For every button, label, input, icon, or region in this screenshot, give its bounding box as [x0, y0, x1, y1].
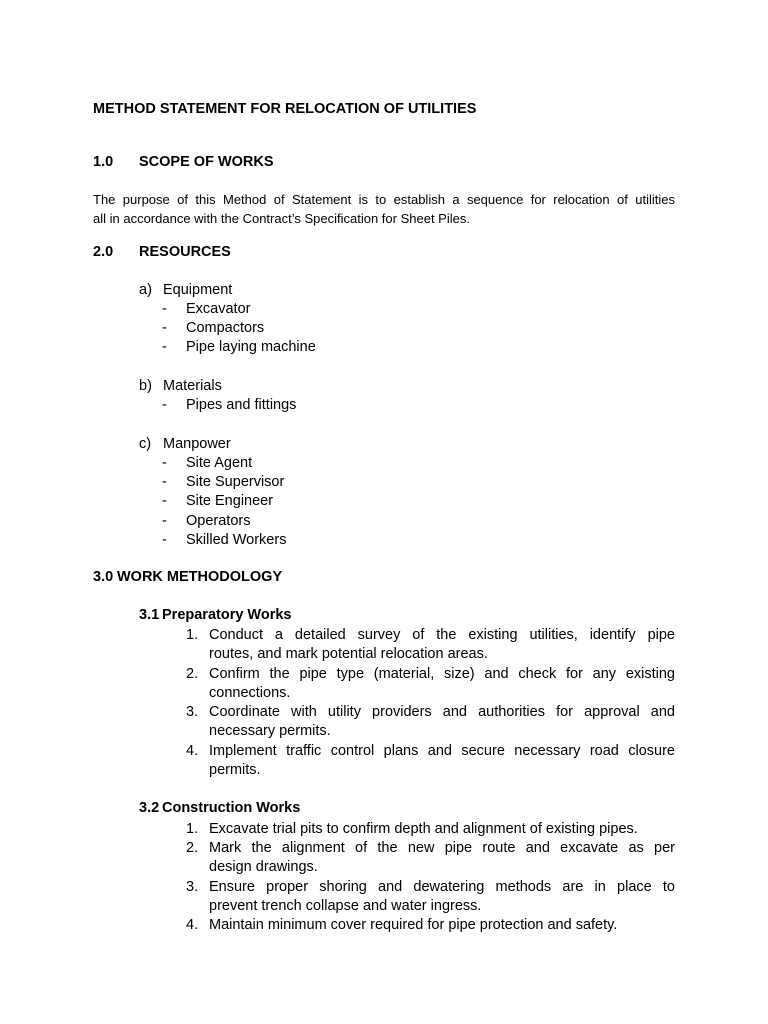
dash-bullet: -	[162, 320, 167, 336]
item-line: Mark the alignment of the new pipe route and excavate as per	[209, 840, 675, 856]
item-line: Maintain minimum cover required for pipe protection and safety.	[209, 917, 618, 933]
list-item	[162, 301, 462, 321]
list-item-text: Pipe laying machine	[186, 339, 316, 355]
section-1-title: SCOPE OF WORKS	[139, 154, 274, 170]
list-item	[186, 839, 675, 878]
resource-group-materials: Materials	[163, 378, 222, 394]
list-item-text: Excavator	[186, 301, 251, 317]
section-3-heading	[93, 569, 393, 589]
item-number: 1.	[186, 627, 199, 643]
list-item	[186, 665, 675, 704]
item-number: 2.	[186, 666, 199, 682]
section-3-number: 3.0	[93, 569, 114, 585]
subsection-3-2-number: 3.2	[139, 800, 160, 816]
section-2-number: 2.0	[93, 244, 114, 260]
dash-bullet: -	[162, 397, 167, 413]
list-item	[162, 320, 462, 340]
list-item	[162, 474, 462, 494]
dash-bullet: -	[162, 474, 167, 490]
list-item	[186, 626, 675, 665]
list-item-text: Compactors	[186, 320, 265, 336]
resource-group-label: a)	[139, 282, 152, 298]
item-line: connections.	[209, 685, 291, 702]
item-line: routes, and mark potential relocation areas.	[209, 646, 488, 663]
list-item	[186, 742, 675, 781]
item-number: 1.	[186, 821, 199, 837]
item-line: Implement traffic control plans and secure necessary road closure	[209, 743, 675, 759]
subsection-3-1-number: 3.1	[139, 607, 160, 623]
item-number: 3.	[186, 704, 199, 720]
list-item-text: Site Engineer	[186, 493, 274, 509]
list-item	[162, 455, 462, 475]
list-item-text: Pipes and fittings	[186, 397, 297, 413]
dash-bullet: -	[162, 339, 167, 355]
list-item	[162, 339, 462, 359]
scope-line-1: The purpose of this Method of Statement is to establish a sequence for relocation of utilities	[93, 192, 675, 207]
dash-bullet: -	[162, 532, 167, 548]
list-item	[186, 878, 675, 917]
section-1-heading	[93, 154, 393, 174]
list-item	[162, 513, 462, 533]
section-1-number: 1.0	[93, 154, 114, 170]
list-item-text: Operators	[186, 513, 251, 529]
item-number: 4.	[186, 917, 199, 933]
subsection-3-1-title: Preparatory Works	[162, 607, 292, 623]
resource-group-manpower: Manpower	[163, 436, 231, 452]
list-item-text: Skilled Workers	[186, 532, 287, 548]
resource-group-label: b)	[139, 378, 152, 394]
item-line: permits.	[209, 762, 261, 779]
item-number: 3.	[186, 879, 199, 895]
list-item	[186, 916, 675, 936]
item-line: prevent trench collapse and water ingress.	[209, 898, 482, 915]
dash-bullet: -	[162, 301, 167, 317]
list-item	[162, 493, 462, 513]
list-item	[186, 820, 675, 840]
document-title: METHOD STATEMENT FOR RELOCATION OF UTILITIES	[93, 101, 477, 117]
list-item	[162, 532, 462, 552]
item-line: Excavate trial pits to confirm depth and alignment of existing pipes.	[209, 821, 638, 837]
section-3-title: WORK METHODOLOGY	[117, 569, 283, 585]
item-line: Ensure proper shoring and dewatering methods are in place to	[209, 879, 675, 895]
resource-group-equipment: Equipment	[163, 282, 233, 298]
scope-paragraph	[93, 190, 675, 228]
item-number: 4.	[186, 743, 199, 759]
item-line: Coordinate with utility providers and authorities for approval and	[209, 704, 675, 720]
scope-line-2: all in accordance with the Contract’s Specification for Sheet Piles.	[93, 211, 470, 226]
list-item-text: Site Agent	[186, 455, 253, 471]
section-2-heading	[93, 244, 393, 264]
item-line: design drawings.	[209, 859, 318, 876]
subsection-3-2-heading	[139, 800, 439, 820]
section-2-title: RESOURCES	[139, 244, 231, 260]
dash-bullet: -	[162, 513, 167, 529]
list-item	[186, 703, 675, 742]
list-item-text: Site Supervisor	[186, 474, 285, 490]
dash-bullet: -	[162, 493, 167, 509]
resource-group-label: c)	[139, 436, 152, 452]
subsection-3-2-title: Construction Works	[162, 800, 301, 816]
dash-bullet: -	[162, 455, 167, 471]
item-line: Conduct a detailed survey of the existing utilities, identify pipe	[209, 627, 675, 643]
item-line: Confirm the pipe type (material, size) and check for any existing	[209, 666, 675, 682]
item-line: necessary permits.	[209, 723, 331, 740]
list-item	[162, 397, 462, 417]
subsection-3-1-heading	[139, 607, 439, 627]
item-number: 2.	[186, 840, 199, 856]
